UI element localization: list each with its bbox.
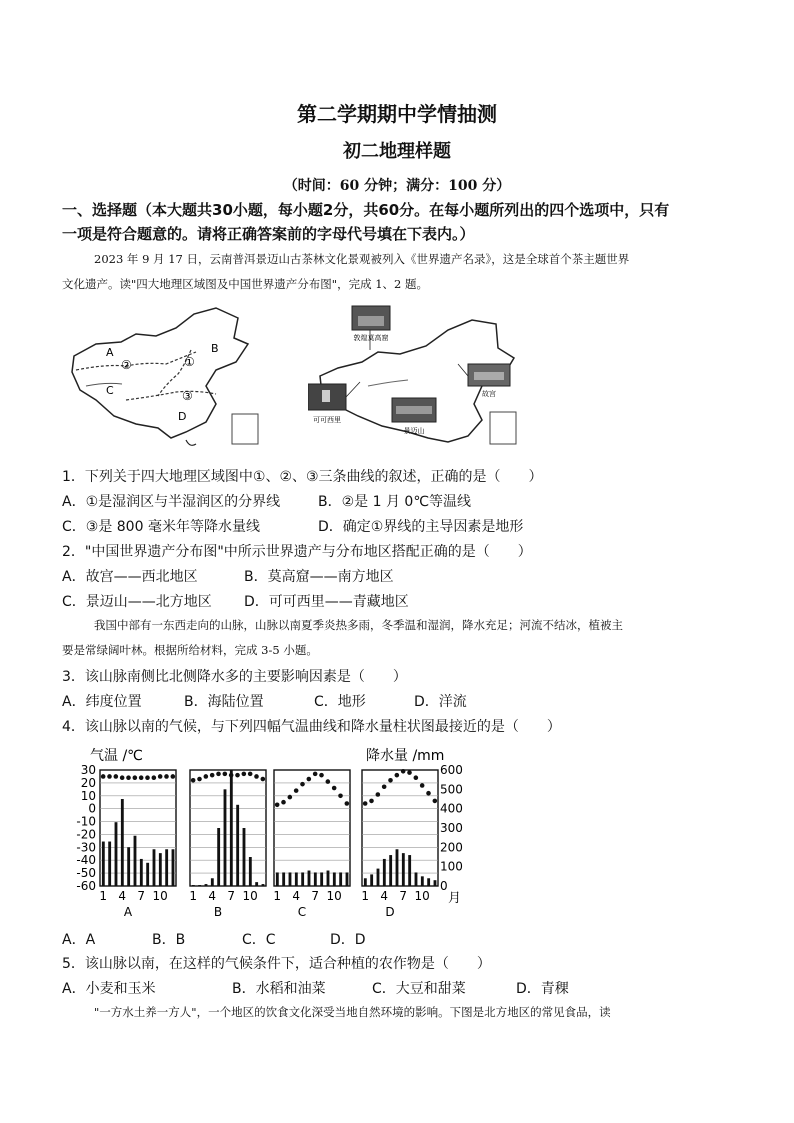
boundary-line-3 <box>126 391 216 400</box>
exam-subtitle: 初二地理样题 <box>343 141 451 162</box>
climate-panel-b <box>189 770 266 919</box>
precip-bar <box>339 872 342 886</box>
temp-tick-label: -20 <box>76 827 96 842</box>
boundary-line-2 <box>76 352 196 370</box>
temp-point <box>223 772 228 777</box>
precip-axis-label: 降水量 /mm <box>366 748 445 764</box>
temp-point <box>420 783 425 788</box>
precip-bar <box>205 884 208 886</box>
precip-bar <box>262 884 265 886</box>
month-tick-label: 1 <box>189 889 197 903</box>
precip-bar <box>314 872 317 886</box>
temp-point <box>338 793 343 798</box>
panel-label: C <box>297 905 307 919</box>
month-tick-label: 4 <box>208 889 216 903</box>
temp-point <box>216 772 221 777</box>
line-label-3: ③ <box>182 389 193 403</box>
q5-option-c[interactable]: C．大豆和甜菜 <box>372 981 466 997</box>
precip-bar <box>172 849 175 886</box>
temp-tick-label: 20 <box>80 775 96 790</box>
precip-bar <box>427 878 430 886</box>
q5-option-d[interactable]: D．青稞 <box>516 981 569 997</box>
q5-option-a[interactable]: A．小麦和玉米 <box>62 981 156 997</box>
precip-bar <box>140 859 143 886</box>
precip-bar <box>402 853 405 886</box>
q2-option-c[interactable]: C．景迈山——北方地区 <box>62 594 212 610</box>
q4-option-a[interactable]: A．A <box>62 932 96 948</box>
intro1-line2: 文化遗产。读"四大地理区域图及中国世界遗产分布图"，完成 1、2 题。 <box>62 277 429 291</box>
precip-bar <box>165 849 168 886</box>
temp-point <box>235 773 240 778</box>
climate-panel-d <box>361 769 438 919</box>
month-tick-label: 1 <box>99 889 107 903</box>
heritage-map <box>308 302 526 450</box>
temp-point <box>307 777 312 782</box>
panel-frame <box>274 770 350 886</box>
q2-option-b[interactable]: B．莫高窟——南方地区 <box>244 569 394 585</box>
temp-point <box>145 775 150 780</box>
temp-point <box>401 769 406 774</box>
temp-point <box>363 801 368 806</box>
month-tick-label: 7 <box>311 889 319 903</box>
panel-label: B <box>213 905 223 919</box>
temp-point <box>164 774 169 779</box>
hainan-island <box>186 440 196 445</box>
temp-tick-label: 10 <box>80 788 96 803</box>
precip-bar <box>370 874 373 886</box>
temp-point <box>281 800 286 805</box>
precip-bar <box>211 878 214 886</box>
precip-bar <box>224 789 227 886</box>
q5-stem: 5．该山脉以南，在这样的气候条件下，适合种植的农作物是（ ） <box>62 956 491 972</box>
temp-point <box>133 775 138 780</box>
precip-bar <box>153 849 156 886</box>
precip-bar <box>255 882 258 886</box>
river-line <box>86 383 122 386</box>
intro3-line1: "一方水土养一方人"，一个地区的饮食文化深受当地自然环境的影响。下图是北方地区的常见食品，读 <box>94 1005 611 1019</box>
temp-point <box>101 774 106 779</box>
temp-tick-label: -50 <box>76 866 96 881</box>
precip-bar <box>192 885 195 886</box>
precip-bar <box>127 847 130 886</box>
precip-bar <box>102 842 105 886</box>
month-tick-label: 10 <box>152 889 168 903</box>
temp-axis-label: 气温 /℃ <box>90 748 143 764</box>
q4-option-c[interactable]: C．C <box>242 932 276 948</box>
region-label-a: A <box>106 346 114 359</box>
precip-bar <box>434 880 437 886</box>
precip-bar <box>243 828 246 886</box>
month-tick-label: 7 <box>137 889 145 903</box>
q1-option-b[interactable]: B．②是 1 月 0℃等温线 <box>318 494 472 510</box>
temp-point <box>191 778 196 783</box>
regions-map <box>66 304 266 450</box>
precip-bar <box>364 878 367 886</box>
temp-point <box>114 774 119 779</box>
site-label-kekexili: 可可西里 <box>313 416 341 424</box>
precip-bar <box>346 872 349 886</box>
month-tick-label: 4 <box>118 889 126 903</box>
temp-point <box>261 777 266 782</box>
q3-option-a[interactable]: A．纬度位置 <box>62 694 142 710</box>
q3-option-c[interactable]: C．地形 <box>314 694 366 710</box>
section-heading-line2: 一项是符合题意的。请将正确答案前的字母代号填在下表内。） <box>62 225 475 243</box>
temp-point <box>382 784 387 789</box>
month-tick-label: 1 <box>361 889 369 903</box>
temp-point <box>152 775 157 780</box>
precip-tick-label: 200 <box>440 840 463 855</box>
site-label-gugong: 故宫 <box>482 390 496 398</box>
temp-point <box>197 777 202 782</box>
time-score: （时间：60 分钟；满分：100 分） <box>283 178 511 194</box>
temp-point <box>248 772 253 777</box>
precip-bar <box>295 872 298 886</box>
temp-tick-label: 30 <box>80 763 96 777</box>
temp-point <box>313 772 318 777</box>
temp-point <box>326 779 331 784</box>
precip-tick-label: 100 <box>440 859 463 874</box>
precip-bar <box>377 869 380 886</box>
panel-frame <box>100 770 176 886</box>
south-sea-inset-2 <box>490 412 516 444</box>
month-tick-label: 4 <box>292 889 300 903</box>
q3-stem: 3．该山脉南侧比北侧降水多的主要影响因素是（ ） <box>62 669 407 685</box>
temp-point <box>294 788 299 793</box>
section-heading-line1: 一、选择题（本大题共30小题，每小题2分，共60分。在每小题所列出的四个选项中，只有 <box>62 201 670 219</box>
south-sea-inset <box>232 414 258 444</box>
temp-point <box>126 775 131 780</box>
precip-bar <box>333 872 336 886</box>
river-line-2 <box>368 380 408 386</box>
q3-option-d[interactable]: D．洋流 <box>414 694 467 710</box>
temp-point <box>210 773 215 778</box>
q3-option-b[interactable]: B．海陆位置 <box>184 694 264 710</box>
q1-option-a[interactable]: A．①是湿润区与半湿润区的分界线 <box>62 494 281 510</box>
precip-bar <box>320 872 323 886</box>
precip-bar <box>289 872 292 886</box>
q4-option-b[interactable]: B．B <box>152 932 186 948</box>
month-unit-label: 月 <box>448 891 462 906</box>
temp-point <box>300 782 305 787</box>
precip-tick-label: 300 <box>440 821 463 835</box>
temp-point <box>345 801 350 806</box>
intro2-line1: 我国中部有一东西走向的山脉，山脉以南夏季炎热多雨，冬季温和湿润，降水充足；河流不结冰，植被主 <box>94 618 623 632</box>
temp-point <box>139 775 144 780</box>
panel-frame <box>362 770 438 886</box>
panel-label: A <box>123 905 133 919</box>
q1-option-d[interactable]: D．确定①界线的主导因素是地形 <box>318 519 524 535</box>
month-tick-label: 10 <box>326 889 342 903</box>
precip-bar <box>389 855 392 886</box>
temp-point <box>426 791 431 796</box>
intro2-line2: 要是常绿阔叶林。根据所给材料，完成 3-5 小题。 <box>62 643 318 657</box>
temp-point <box>107 774 112 779</box>
temp-point <box>275 803 280 808</box>
q4-stem: 4．该山脉以南的气候，与下列四幅气温曲线和降水量柱状图最接近的是（ ） <box>62 719 561 735</box>
precip-bar <box>408 855 411 886</box>
temp-point <box>229 773 234 778</box>
temp-point <box>395 773 400 778</box>
temp-point <box>158 774 163 779</box>
precip-bar <box>108 842 111 886</box>
precip-bar <box>230 770 233 886</box>
site-label-mogao: 敦煌莫高窟 <box>353 334 389 342</box>
temp-point <box>120 775 125 780</box>
precip-bar <box>421 876 424 886</box>
temp-tick-label: -40 <box>76 853 96 868</box>
precip-bar <box>146 863 149 886</box>
precip-tick-label: 0 <box>440 879 448 893</box>
month-tick-label: 1 <box>273 889 281 903</box>
climate-panel-c <box>273 770 350 919</box>
month-tick-label: 10 <box>414 889 430 903</box>
precip-bar <box>249 857 252 886</box>
intro1-line1: 2023 年 9 月 17 日，云南普洱景迈山古茶林文化景观被列入《世界遗产名录》，这是全球首个茶主题世界 <box>94 252 630 266</box>
precip-bar <box>121 799 124 886</box>
precip-tick-label: 400 <box>440 801 463 816</box>
temp-point <box>376 792 381 797</box>
precip-bar <box>217 828 220 886</box>
panel-label: D <box>385 905 395 919</box>
precip-tick-label: 600 <box>440 763 463 777</box>
precip-bar <box>276 872 279 886</box>
temp-point <box>407 770 412 775</box>
q2-stem: 2．"中国世界遗产分布图"中所示世界遗产与分布地区搭配正确的是（ ） <box>62 544 532 560</box>
exam-title: 第二学期期中学情抽测 <box>297 102 497 126</box>
temp-point <box>414 775 419 780</box>
temp-point <box>204 774 209 779</box>
temp-point <box>254 774 259 779</box>
month-tick-label: 7 <box>227 889 235 903</box>
q4-option-d[interactable]: D．D <box>330 932 366 948</box>
temp-tick-label: 0 <box>88 801 96 816</box>
q2-option-a[interactable]: A．故宫——西北地区 <box>62 569 198 585</box>
precip-bar <box>396 849 399 886</box>
region-label-c: C <box>106 384 114 397</box>
precip-bar <box>159 853 162 886</box>
temp-tick-label: -10 <box>76 814 96 829</box>
temp-tick-label: -30 <box>76 840 96 855</box>
precip-bar <box>383 859 386 886</box>
line-label-2: ② <box>121 358 132 372</box>
precip-bar <box>134 836 137 886</box>
temp-point <box>369 799 374 804</box>
precip-tick-label: 500 <box>440 782 463 797</box>
q1-option-c[interactable]: C．③是 800 毫米年等降水量线 <box>62 519 260 535</box>
climate-panel-a <box>99 770 176 919</box>
q1-stem: 1．下列关于四大地理区域图中①、②、③三条曲线的叙述，正确的是（ ） <box>62 469 543 485</box>
temp-tick-label: -60 <box>76 879 96 893</box>
precip-bar <box>301 872 304 886</box>
region-label-d: D <box>178 410 187 423</box>
climate-chart <box>62 742 482 920</box>
precip-bar <box>236 805 239 886</box>
temp-point <box>288 795 293 800</box>
month-tick-label: 10 <box>242 889 258 903</box>
line-label-1: ① <box>184 355 195 369</box>
month-tick-label: 7 <box>399 889 407 903</box>
temp-point <box>388 778 393 783</box>
precip-bar <box>308 871 311 886</box>
temp-point <box>319 773 324 778</box>
precip-bar <box>327 871 330 886</box>
site-label-jingmai: 景迈山 <box>403 427 425 435</box>
temp-point <box>433 799 438 804</box>
temp-point <box>332 786 337 791</box>
china-outline <box>72 308 248 438</box>
precip-bar <box>198 885 201 886</box>
q2-option-d[interactable]: D．可可西里——青藏地区 <box>244 594 409 610</box>
temp-point <box>242 772 247 777</box>
precip-bar <box>415 872 418 886</box>
precip-bar <box>115 822 118 886</box>
panel-frame <box>190 770 266 886</box>
q5-option-b[interactable]: B．水稻和油菜 <box>232 981 326 997</box>
region-label-b: B <box>211 342 219 355</box>
temp-point <box>171 774 176 779</box>
month-tick-label: 4 <box>380 889 388 903</box>
precip-bar <box>282 872 285 886</box>
